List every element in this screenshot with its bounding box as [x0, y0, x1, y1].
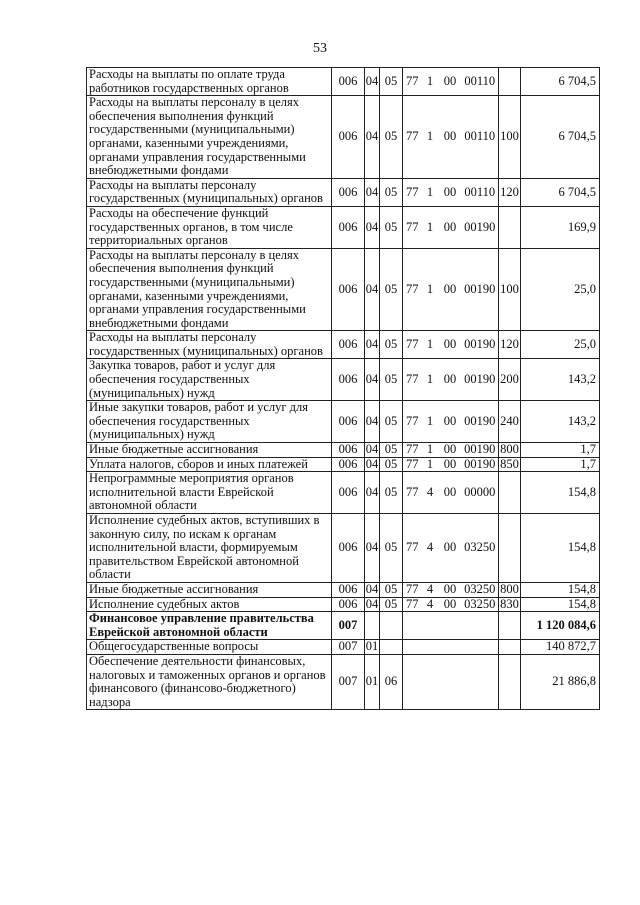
row-program-code-part4: 00190 — [462, 457, 499, 472]
row-program-code-part1: 77 — [403, 597, 422, 612]
row-program-code-part4: 03250 — [462, 597, 499, 612]
row-program-code-part1: 77 — [403, 514, 422, 583]
row-program-code-part1: 77 — [403, 68, 422, 96]
row-subsection-code: 05 — [380, 96, 403, 179]
row-ministry-code: 007 — [332, 612, 365, 640]
row-program-code-part3: 00 — [439, 96, 462, 179]
row-description: Обеспечение деятельности финансовых, налоговых и таможенных органов и органов финансового (финансово-бюджетного) надзора — [87, 654, 332, 709]
row-program-code-part3: 00 — [439, 457, 462, 472]
row-program-code-part3: 00 — [439, 206, 462, 248]
row-program-code-part3: 00 — [439, 331, 462, 359]
row-amount: 1 120 084,6 — [521, 612, 600, 640]
row-program-code-part2: 4 — [422, 597, 439, 612]
row-program-code-part3: 00 — [439, 68, 462, 96]
row-subsection-code — [380, 612, 403, 640]
row-subsection-code: 05 — [380, 206, 403, 248]
row-ministry-code: 006 — [332, 359, 365, 401]
row-program-code-part1 — [403, 612, 422, 640]
row-subsection-code: 05 — [380, 514, 403, 583]
row-section-code: 04 — [365, 442, 379, 457]
table-row — [87, 68, 600, 96]
row-subsection-code: 05 — [380, 443, 403, 458]
row-expense-type-code: 800 — [500, 442, 519, 457]
table-row — [87, 443, 600, 458]
table-row — [87, 331, 600, 359]
row-section-code: 01 — [365, 639, 379, 654]
row-expense-type-code: 120 — [499, 331, 521, 359]
row-amount: 6 704,5 — [521, 178, 600, 206]
row-program-code-part4 — [462, 612, 499, 640]
row-expense-type-code — [499, 206, 521, 248]
row-expense-type-code: 200 — [499, 359, 521, 401]
row-subsection-code: 05 — [380, 597, 403, 612]
row-description: Уплата налогов, сборов и иных платежей — [87, 457, 332, 472]
row-program-code-part3 — [439, 640, 462, 655]
row-description: Расходы на выплаты персоналу государственных (муниципальных) органов — [87, 331, 332, 359]
row-ministry-code: 006 — [332, 178, 365, 206]
row-amount: 1,7 — [521, 443, 600, 458]
row-program-code-part4: 00190 — [462, 401, 499, 443]
row-program-code-part3: 00 — [439, 582, 462, 597]
row-program-code-part3: 00 — [439, 472, 462, 514]
row-program-code-part4: 00110 — [462, 178, 499, 206]
row-ministry-code: 006 — [332, 472, 365, 514]
row-program-code-part4: 00110 — [462, 96, 499, 179]
row-expense-type-code: 100 — [499, 248, 521, 331]
row-subsection-code: 05 — [380, 457, 403, 472]
row-ministry-code: 006 — [332, 68, 365, 96]
page-number: 53 — [313, 41, 327, 56]
table-row — [87, 206, 600, 248]
row-subsection-code — [380, 640, 403, 655]
row-section-code: 04 — [365, 248, 380, 331]
row-amount: 25,0 — [521, 331, 600, 359]
row-amount: 140 872,7 — [521, 640, 600, 655]
table-row — [87, 96, 600, 179]
row-description: Иные закупки товаров, работ и услуг для обеспечения государственных (муниципальных) нужд — [87, 401, 332, 443]
row-program-code-part2: 1 — [422, 457, 439, 472]
row-section-code: 04 — [365, 596, 379, 611]
row-program-code-part2: 1 — [422, 359, 439, 401]
table-row — [87, 640, 600, 655]
row-program-code-part3 — [439, 654, 462, 709]
table-row — [87, 654, 600, 709]
row-ministry-code: 006 — [332, 597, 365, 612]
row-program-code-part2: 4 — [422, 472, 439, 514]
table-row — [87, 178, 600, 206]
row-expense-type-code — [499, 68, 521, 96]
row-subsection-code: 05 — [380, 582, 403, 597]
row-section-code: 04 — [365, 514, 380, 583]
row-program-code-part1 — [403, 640, 422, 655]
table-row — [87, 359, 600, 401]
row-program-code-part4: 00000 — [462, 472, 499, 514]
row-expense-type-code — [499, 514, 521, 583]
row-expense-type-code: 100 — [499, 96, 521, 179]
row-subsection-code: 05 — [380, 401, 403, 443]
row-ministry-code: 006 — [332, 248, 365, 331]
row-section-code: 04 — [365, 359, 380, 401]
row-amount: 1,7 — [521, 457, 600, 472]
row-description: Иные бюджетные ассигнования — [87, 582, 332, 597]
row-program-code-part4: 00110 — [462, 68, 499, 96]
row-description: Финансовое управление правительства Еврейской автономной области — [87, 612, 332, 640]
row-program-code-part1: 77 — [403, 206, 422, 248]
row-amount: 6 704,5 — [521, 68, 600, 96]
row-section-code: 04 — [365, 456, 379, 471]
row-section-code: 04 — [365, 331, 380, 359]
row-program-code-part2: 4 — [422, 514, 439, 583]
row-program-code-part4: 00190 — [462, 248, 499, 331]
row-program-code-part1: 77 — [403, 472, 422, 514]
row-section-code: 04 — [365, 206, 380, 248]
row-ministry-code: 006 — [332, 582, 365, 597]
row-program-code-part4: 03250 — [462, 582, 499, 597]
row-program-code-part3: 00 — [439, 178, 462, 206]
row-program-code-part2: 1 — [422, 96, 439, 179]
row-program-code-part2: 1 — [422, 443, 439, 458]
row-program-code-part1: 77 — [403, 582, 422, 597]
row-ministry-code: 006 — [332, 443, 365, 458]
row-program-code-part2: 1 — [422, 248, 439, 331]
row-program-code-part4: 00190 — [462, 359, 499, 401]
row-program-code-part3: 00 — [439, 248, 462, 331]
table-row — [87, 612, 600, 640]
row-expense-type-code — [499, 640, 521, 655]
row-program-code-part4: 00190 — [462, 443, 499, 458]
row-ministry-code: 006 — [332, 206, 365, 248]
row-expense-type-code: 120 — [499, 178, 521, 206]
row-amount: 154,8 — [521, 597, 600, 612]
row-amount: 143,2 — [521, 401, 600, 443]
row-program-code-part3 — [439, 612, 462, 640]
row-amount: 21 886,8 — [521, 654, 600, 709]
row-program-code-part4: 03250 — [462, 514, 499, 583]
row-ministry-code: 006 — [332, 331, 365, 359]
row-program-code-part3: 00 — [439, 597, 462, 612]
row-subsection-code: 05 — [380, 178, 403, 206]
row-description: Закупка товаров, работ и услуг для обеспечения государственных (муниципальных) нужд — [87, 359, 332, 401]
row-subsection-code: 05 — [380, 472, 403, 514]
row-program-code-part4: 00190 — [462, 206, 499, 248]
row-description: Иные бюджетные ассигнования — [87, 443, 332, 458]
row-program-code-part2: 1 — [422, 401, 439, 443]
row-program-code-part4: 00190 — [462, 331, 499, 359]
row-program-code-part1: 77 — [403, 443, 422, 458]
row-program-code-part1: 77 — [403, 178, 422, 206]
row-program-code-part3: 00 — [439, 359, 462, 401]
row-description: Непрограммные мероприятия органов исполнительной власти Еврейской автономной области — [87, 472, 332, 514]
row-section-code: 04 — [365, 581, 379, 596]
row-amount: 154,8 — [521, 514, 600, 583]
row-amount: 25,0 — [521, 248, 600, 331]
table-row — [87, 248, 600, 331]
table-row — [87, 597, 600, 612]
row-section-code: 04 — [365, 472, 380, 514]
row-section-code — [365, 612, 380, 640]
table-row — [87, 401, 600, 443]
table-row — [87, 472, 600, 514]
row-expense-type-code: 850 — [500, 456, 519, 471]
row-expense-type-code — [499, 472, 521, 514]
row-program-code-part2: 1 — [422, 331, 439, 359]
row-amount: 154,8 — [521, 472, 600, 514]
budget-table-body — [87, 68, 600, 710]
row-expense-type-code — [499, 612, 521, 640]
row-program-code-part2: 1 — [422, 206, 439, 248]
row-program-code-part2: 1 — [422, 68, 439, 96]
row-program-code-part3: 00 — [439, 443, 462, 458]
table-row — [87, 514, 600, 583]
row-description: Расходы на обеспечение функций государственных органов, в том числе территориальных органов — [87, 206, 332, 248]
row-expense-type-code: 240 — [499, 401, 521, 443]
row-ministry-code: 007 — [332, 654, 365, 709]
row-ministry-code: 006 — [332, 96, 365, 179]
row-expense-type-code: 830 — [500, 596, 519, 611]
budget-table — [86, 67, 600, 710]
row-program-code-part2 — [422, 640, 439, 655]
row-section-code: 04 — [365, 178, 380, 206]
row-amount: 169,9 — [521, 206, 600, 248]
row-subsection-code: 05 — [380, 68, 403, 96]
row-section-code: 04 — [365, 68, 380, 96]
row-program-code-part2 — [422, 612, 439, 640]
row-description: Исполнение судебных актов — [87, 597, 332, 612]
row-description: Расходы на выплаты персоналу в целях обеспечения выполнения функций государственными (муниципальными) органами, казенными учреждениями, органами управления государственными внебюджетными фондами — [87, 248, 332, 331]
row-program-code-part1: 77 — [403, 331, 422, 359]
row-program-code-part2: 1 — [422, 178, 439, 206]
row-subsection-code: 05 — [380, 359, 403, 401]
row-program-code-part3: 00 — [439, 514, 462, 583]
row-description: Расходы на выплаты персоналу государственных (муниципальных) органов — [87, 178, 332, 206]
row-program-code-part1: 77 — [403, 359, 422, 401]
row-expense-type-code — [499, 654, 521, 709]
row-description: Исполнение судебных актов, вступивших в законную силу, по искам к органам исполнительной власти, формируемым правительством Еврейской автономной области — [87, 514, 332, 583]
row-program-code-part1 — [403, 654, 422, 709]
row-ministry-code: 006 — [332, 514, 365, 583]
row-section-code: 04 — [365, 96, 380, 179]
row-ministry-code: 006 — [332, 401, 365, 443]
table-row — [87, 457, 600, 472]
row-program-code-part1: 77 — [403, 248, 422, 331]
row-program-code-part1: 77 — [403, 401, 422, 443]
row-expense-type-code: 800 — [500, 581, 519, 596]
row-subsection-code: 05 — [380, 331, 403, 359]
row-description: Общегосударственные вопросы — [87, 640, 332, 655]
table-row — [87, 582, 600, 597]
row-ministry-code: 007 — [332, 640, 365, 655]
row-description: Расходы на выплаты персоналу в целях обеспечения выполнения функций государственными (муниципальными) органами, казенными учреждениями, органами управления государственными внебюджетными фондами — [87, 96, 332, 179]
row-subsection-code: 06 — [380, 654, 403, 709]
row-ministry-code: 006 — [332, 457, 365, 472]
row-section-code: 01 — [365, 654, 380, 709]
row-program-code-part4 — [462, 654, 499, 709]
row-program-code-part4 — [462, 640, 499, 655]
row-program-code-part1: 77 — [403, 457, 422, 472]
row-section-code: 04 — [365, 401, 380, 443]
row-amount: 6 704,5 — [521, 96, 600, 179]
row-program-code-part3: 00 — [439, 401, 462, 443]
row-subsection-code: 05 — [380, 248, 403, 331]
row-program-code-part1: 77 — [403, 96, 422, 179]
row-amount: 154,8 — [521, 582, 600, 597]
row-description: Расходы на выплаты по оплате труда работников государственных органов — [87, 68, 332, 96]
row-amount: 143,2 — [521, 359, 600, 401]
row-program-code-part2: 4 — [422, 582, 439, 597]
row-program-code-part2 — [422, 654, 439, 709]
